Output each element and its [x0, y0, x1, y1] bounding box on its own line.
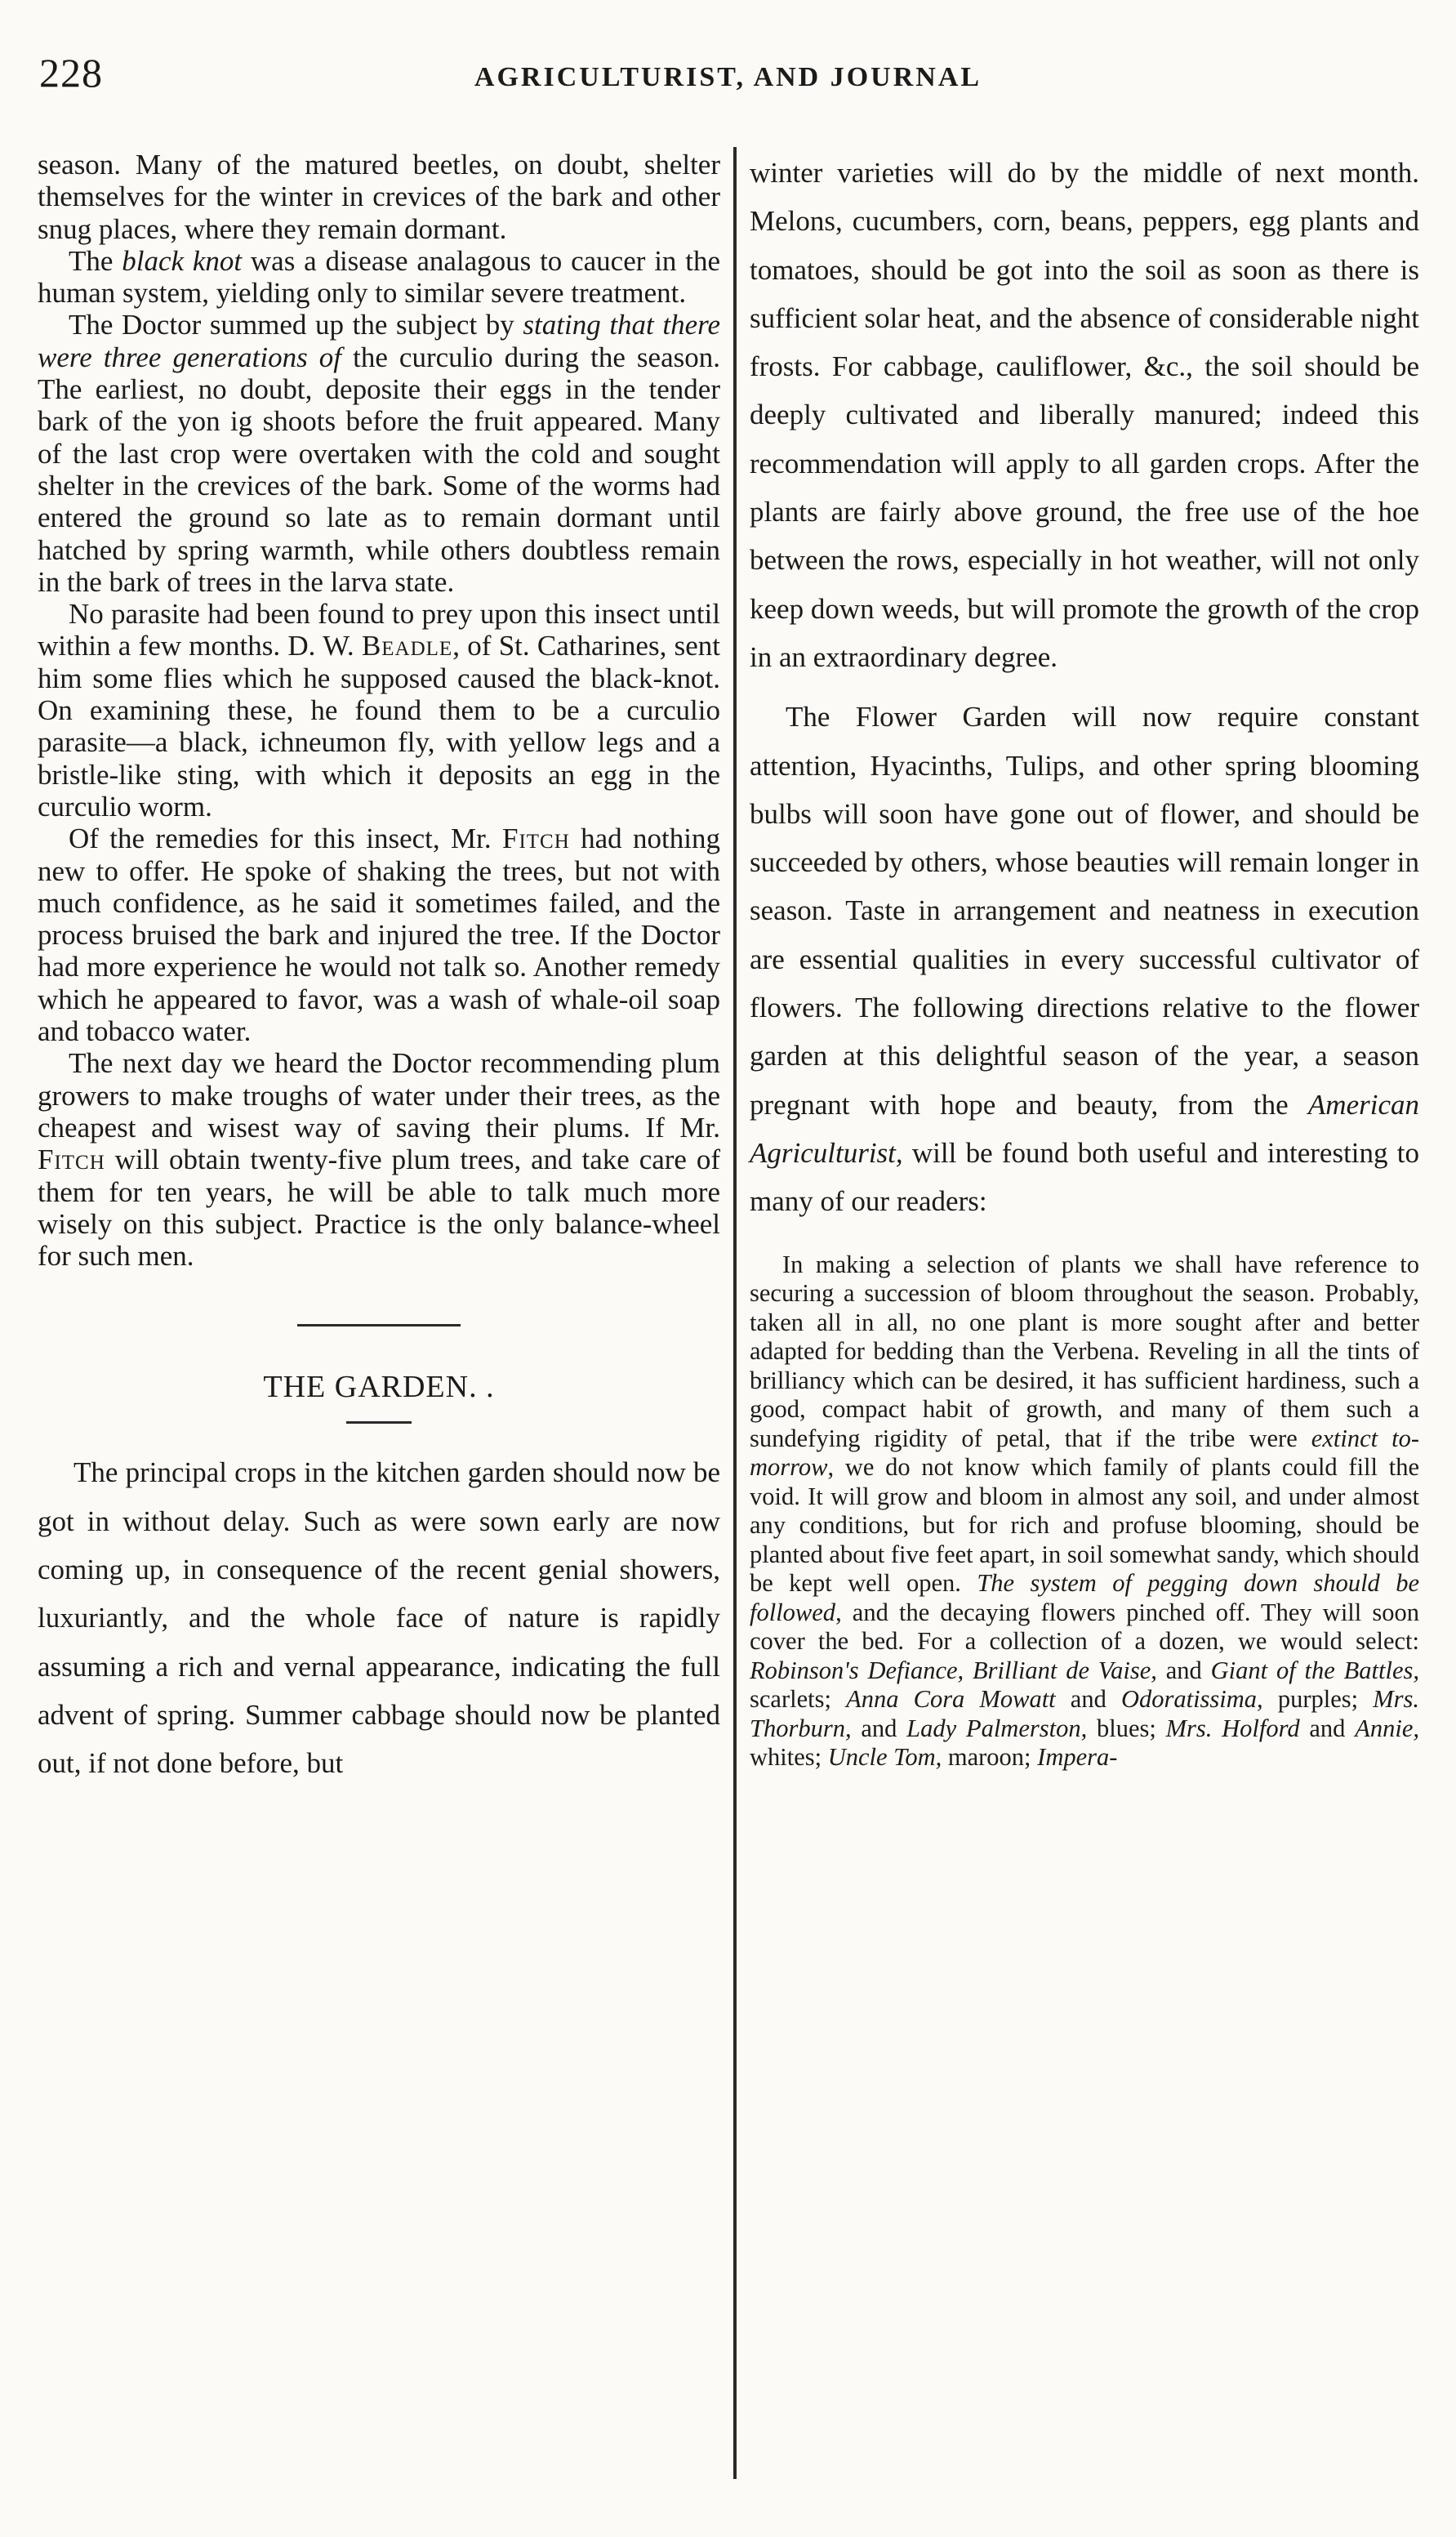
paragraph-text: and — [1055, 1685, 1121, 1714]
paragraph-text: No parasite had been found to prey upon this insect until within a few months. D. W. — [38, 598, 720, 662]
paragraph-text: season. Many of the matured beetles, on doubt, shelter themselves for the winter in crevices of the bark and other snug places, where they remain dormant. — [38, 149, 720, 245]
paragraph-text: purples; — [1262, 1685, 1374, 1714]
paragraph-text: was a disease analagous to caucer in the human system, yielding only to similar severe treatment. — [38, 244, 720, 310]
person-name: Fitch — [501, 823, 570, 855]
paragraph-text: scarlets; — [750, 1685, 847, 1714]
paragraph-text: The next day we heard the Doctor recommending plum growers to make troughs of water under their trees, as the cheapest and wisest way of saving their plums. If Mr. — [38, 1047, 720, 1144]
person-name: Fitch — [38, 1144, 105, 1176]
paragraph — [38, 309, 720, 598]
plant-variety: Anna Cora Mowatt — [846, 1685, 1056, 1714]
paragraph-text: The principal crops in the kitchen garden should now be got in without delay. Such as were sown early are now coming up, in consequence of the recent genial showers, luxuriantly, and the whole face of nature is rapidly assuming a rich and vernal appearance, indicating the full advent of spring. Summer cabbage should now be planted out, if not done before, but — [38, 1456, 720, 1780]
paragraph — [38, 149, 720, 245]
plant-variety: Mrs. Thorburn, — [750, 1685, 1420, 1742]
quoted-paragraph — [750, 1251, 1419, 1772]
paragraph-text: and — [1299, 1714, 1356, 1742]
paragraph-text: In making a selection of plants we shall have reference to securing a succession of bloom throughout the season. Probably, taken all in all, no one plant is more sought after and better adapted for bedding than the Verbena. Reveling in all the tints of brilliancy which can be desired, it has sufficient hardiness, such a good, compact habit of growth, and many of them such a sundefying rigidity of petal, that if the tribe were — [750, 1250, 1419, 1452]
paragraph-text: and — [851, 1714, 907, 1742]
italic-phrase: stating that there were three generations of — [38, 309, 721, 373]
paragraph-text: the curculio during the season. The earliest, no doubt, deposite their eggs in the tender bark of the yon ig shoots before the fruit appeared. Many of the last crop were overtaken with the cold and sought shelter in the crevices of the bark. Some of the worms had entered the ground so late as to remain dormant until hatched by spring warmth, while others doubtless remain in the bark of trees in the larva state. — [38, 341, 720, 598]
plant-variety: Mrs. Holford — [1165, 1714, 1300, 1742]
plant-variety: Uncle Tom, — [827, 1743, 942, 1772]
paragraph-text: will obtain twenty-five plum trees, and take care of them for ten years, he will be able to talk much more wisely on this subject. Practice is the only balance-wheel for such men. — [38, 1144, 720, 1273]
paragraph — [38, 823, 720, 1047]
running-title: AGRICULTURIST, AND JOURNAL — [474, 62, 982, 92]
italic-phrase: The system of pegging down should be followed — [750, 1569, 1419, 1626]
person-name: Beadle — [361, 630, 453, 662]
paragraph-text: The — [69, 244, 122, 277]
paragraph-text: Of the remedies for this insect, Mr. — [69, 823, 502, 855]
paragraph-text: had nothing new to offer. He spoke of shaking the trees, but not with much confidence, as he said it sometimes failed, and the process bruised the bark and injured the tree. If the Doctor had more experience he would not talk so. Another remedy which he appeared to favor, was a wash of whale-oil soap and tobacco water. — [38, 823, 721, 1048]
plant-variety: Robinson's Defiance, Brilliant de Vaise, — [750, 1656, 1157, 1684]
plant-variety: Impera- — [1037, 1743, 1118, 1772]
left-column — [38, 149, 720, 1787]
italic-phrase: extinct to-morrow — [750, 1424, 1420, 1482]
paragraph-text: The Doctor summed up the subject by — [69, 309, 523, 341]
paragraph — [38, 598, 720, 823]
paragraph-text: and — [1156, 1656, 1211, 1684]
paragraph — [750, 149, 1419, 681]
paragraph-text: , and the decaying flowers pinched off. They will soon cover the bed. For a collection of a dozen, we would select: — [750, 1598, 1419, 1656]
paragraph-text: maroon; — [942, 1743, 1038, 1772]
paragraph-text: whites; — [750, 1743, 828, 1772]
paragraph-text: , we do not know which family of plants could fill the void. It will grow and bloom in almost any soil, and under almost any conditions, but for rich and profuse blooming, should be planted about five feet apart, in soil somewhat sandy, which should be kept well open. — [750, 1453, 1419, 1598]
plant-variety: Odoratissima, — [1120, 1685, 1263, 1714]
italic-title: American Agriculturist, — [750, 1088, 1419, 1169]
column-divider — [733, 147, 737, 2479]
page-number: 228 — [39, 50, 103, 96]
paragraph-text: winter varieties will do by the middle of next month. Melons, cucumbers, corn, beans, peppers, egg plants and tomatoes, should be got into the soil as soon as there is sufficient solar heat, and the absence of considerable night frosts. For cabbage, cauliflower, &c., the soil should be deeply cultivated and liberally manured; indeed this recommendation will apply to all garden crops. After the plants are fairly above ground, the free use of the hoe between the rows, especially in hot weather, will not only keep down weeds, but will promote the growth of the crop in an extraordinary degree. — [750, 157, 1419, 673]
plant-variety: Lady Palmerston, — [906, 1714, 1088, 1742]
paragraph-text: The Flower Garden will now require constant attention, Hyacinths, Tulips, and other spring blooming bulbs will soon have gone out of flower, and should be succeeded by others, whose beauties will remain longer in season. Taste in arrangement and neatness in execution are essential qualities in every successful cultivator of flowers. The following directions relative to the flower garden at this delightful season of the year, a season pregnant with hope and beauty, from the — [750, 701, 1419, 1121]
section-rule — [297, 1324, 461, 1326]
paragraph — [38, 1047, 720, 1272]
paragraph-text: blues; — [1087, 1714, 1166, 1742]
paragraph — [750, 693, 1419, 1225]
plant-variety: Giant of the Battles, — [1210, 1656, 1420, 1684]
right-column — [750, 149, 1419, 1772]
paragraph — [38, 245, 720, 310]
paragraph-text: , of St. Catharines, sent him some flies which he supposed caused the black-knot. On examining these, he found them to be a curculio parasite—a black, ichneumon fly, with yellow legs and a bristle-like sting, with which it deposits an egg in the curculio worm. — [38, 630, 720, 823]
plant-variety: Annie, — [1355, 1714, 1419, 1742]
paragraph-text: will be found both useful and interesting to many of our readers: — [750, 1136, 1419, 1218]
section-heading: THE GARDEN. . — [263, 1370, 495, 1405]
paragraph — [38, 1448, 720, 1787]
section-rule-small — [346, 1421, 412, 1424]
italic-term: black knot — [122, 244, 243, 277]
